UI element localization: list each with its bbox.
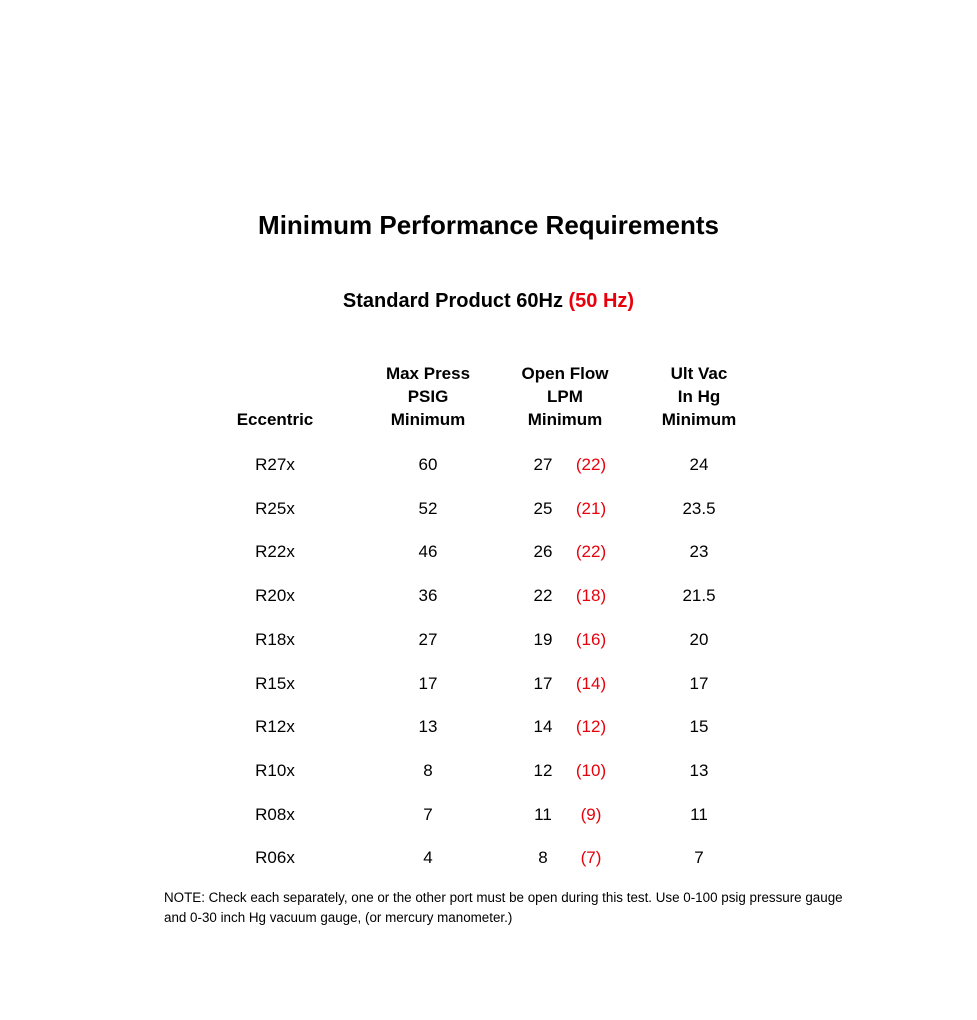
- header-ult-vac-line-1: Ult Vac: [670, 364, 728, 383]
- cell-open-flow-60hz: 17: [533, 674, 553, 693]
- page-title: Minimum Performance Requirements: [258, 210, 719, 240]
- cell-ult-vac: 21.5: [682, 586, 716, 605]
- subtitle-main: Standard Product 60Hz: [342, 290, 563, 312]
- cell-max-press: 27: [418, 630, 438, 649]
- cell-eccentric: R18x: [255, 630, 295, 649]
- cell-open-flow-60hz: 22: [533, 586, 553, 605]
- cell-max-press: 17: [418, 674, 438, 693]
- header-ult-vac: [639, 362, 759, 431]
- cell-open-flow-50hz: (22): [575, 455, 607, 474]
- cell-eccentric: R10x: [255, 761, 295, 780]
- cell-max-press: 4: [423, 848, 433, 867]
- header-max-press: [368, 362, 488, 431]
- cell-ult-vac: 17: [689, 674, 709, 693]
- header-open-flow-line-2: LPM: [547, 387, 583, 406]
- cell-eccentric: R08x: [255, 805, 295, 824]
- cell-open-flow-60hz: 27: [533, 455, 553, 474]
- cell-max-press: 13: [418, 717, 438, 736]
- cell-eccentric: R20x: [255, 586, 295, 605]
- cell-open-flow-60hz: 26: [533, 542, 553, 561]
- cell-max-press: 60: [418, 455, 438, 474]
- cell-open-flow-50hz: (14): [575, 674, 607, 693]
- cell-ult-vac: 15: [689, 717, 709, 736]
- header-ult-vac-line-3: Minimum: [661, 410, 737, 429]
- cell-open-flow-50hz: (12): [575, 717, 607, 736]
- cell-max-press: 36: [418, 586, 438, 605]
- cell-max-press: 8: [423, 761, 433, 780]
- cell-ult-vac: 11: [690, 805, 708, 824]
- cell-open-flow-60hz: 14: [533, 717, 553, 736]
- cell-max-press: 52: [418, 499, 438, 518]
- cell-eccentric: R15x: [255, 674, 295, 693]
- cell-open-flow-50hz: (9): [580, 805, 602, 824]
- cell-eccentric: R06x: [255, 848, 295, 867]
- header-max-press-line-2: PSIG: [407, 387, 449, 406]
- cell-eccentric: R22x: [255, 542, 295, 561]
- cell-ult-vac: 7: [694, 848, 704, 867]
- cell-eccentric: R27x: [255, 455, 295, 474]
- cell-ult-vac: 20: [689, 630, 709, 649]
- cell-open-flow-60hz: 8: [538, 848, 548, 867]
- cell-ult-vac: 23.5: [682, 499, 716, 518]
- cell-open-flow-50hz: (21): [575, 499, 607, 518]
- footnote: NOTE: Check each separately, one or the other port must be open during this test. Use 0-100 psig pressure gauge and 0-30 inch Hg vacuum gauge, (or mercury manometer.): [164, 890, 843, 925]
- header-eccentric: [215, 408, 335, 431]
- cell-open-flow-50hz: (22): [575, 542, 607, 561]
- header-max-press-line-1: Max Press: [385, 364, 471, 383]
- cell-open-flow-50hz: (7): [580, 848, 602, 867]
- cell-open-flow-50hz: (16): [575, 630, 607, 649]
- cell-eccentric: R25x: [255, 499, 295, 518]
- cell-open-flow-60hz: 25: [533, 499, 553, 518]
- cell-open-flow-60hz: 19: [533, 630, 553, 649]
- cell-ult-vac: 23: [689, 542, 709, 561]
- cell-eccentric: R12x: [255, 717, 295, 736]
- cell-max-press: 46: [418, 542, 438, 561]
- cell-open-flow-50hz: (18): [575, 586, 607, 605]
- header-open-flow-line-1: Open Flow: [521, 364, 609, 383]
- header-ult-vac-line-2: In Hg: [677, 387, 721, 406]
- page-subtitle: [0, 288, 977, 314]
- header-eccentric-line-1: Eccentric: [236, 410, 314, 429]
- cell-ult-vac: 13: [689, 761, 709, 780]
- subtitle-alt-frequency: (50 Hz): [568, 290, 635, 312]
- header-open-flow-line-3: Minimum: [527, 410, 603, 429]
- cell-open-flow-60hz: 11: [534, 805, 552, 824]
- cell-open-flow-50hz: (10): [575, 761, 607, 780]
- header-max-press-line-3: Minimum: [390, 410, 466, 429]
- cell-max-press: 7: [423, 805, 433, 824]
- header-open-flow: [500, 362, 630, 431]
- cell-ult-vac: 24: [689, 455, 709, 474]
- cell-open-flow-60hz: 12: [533, 761, 553, 780]
